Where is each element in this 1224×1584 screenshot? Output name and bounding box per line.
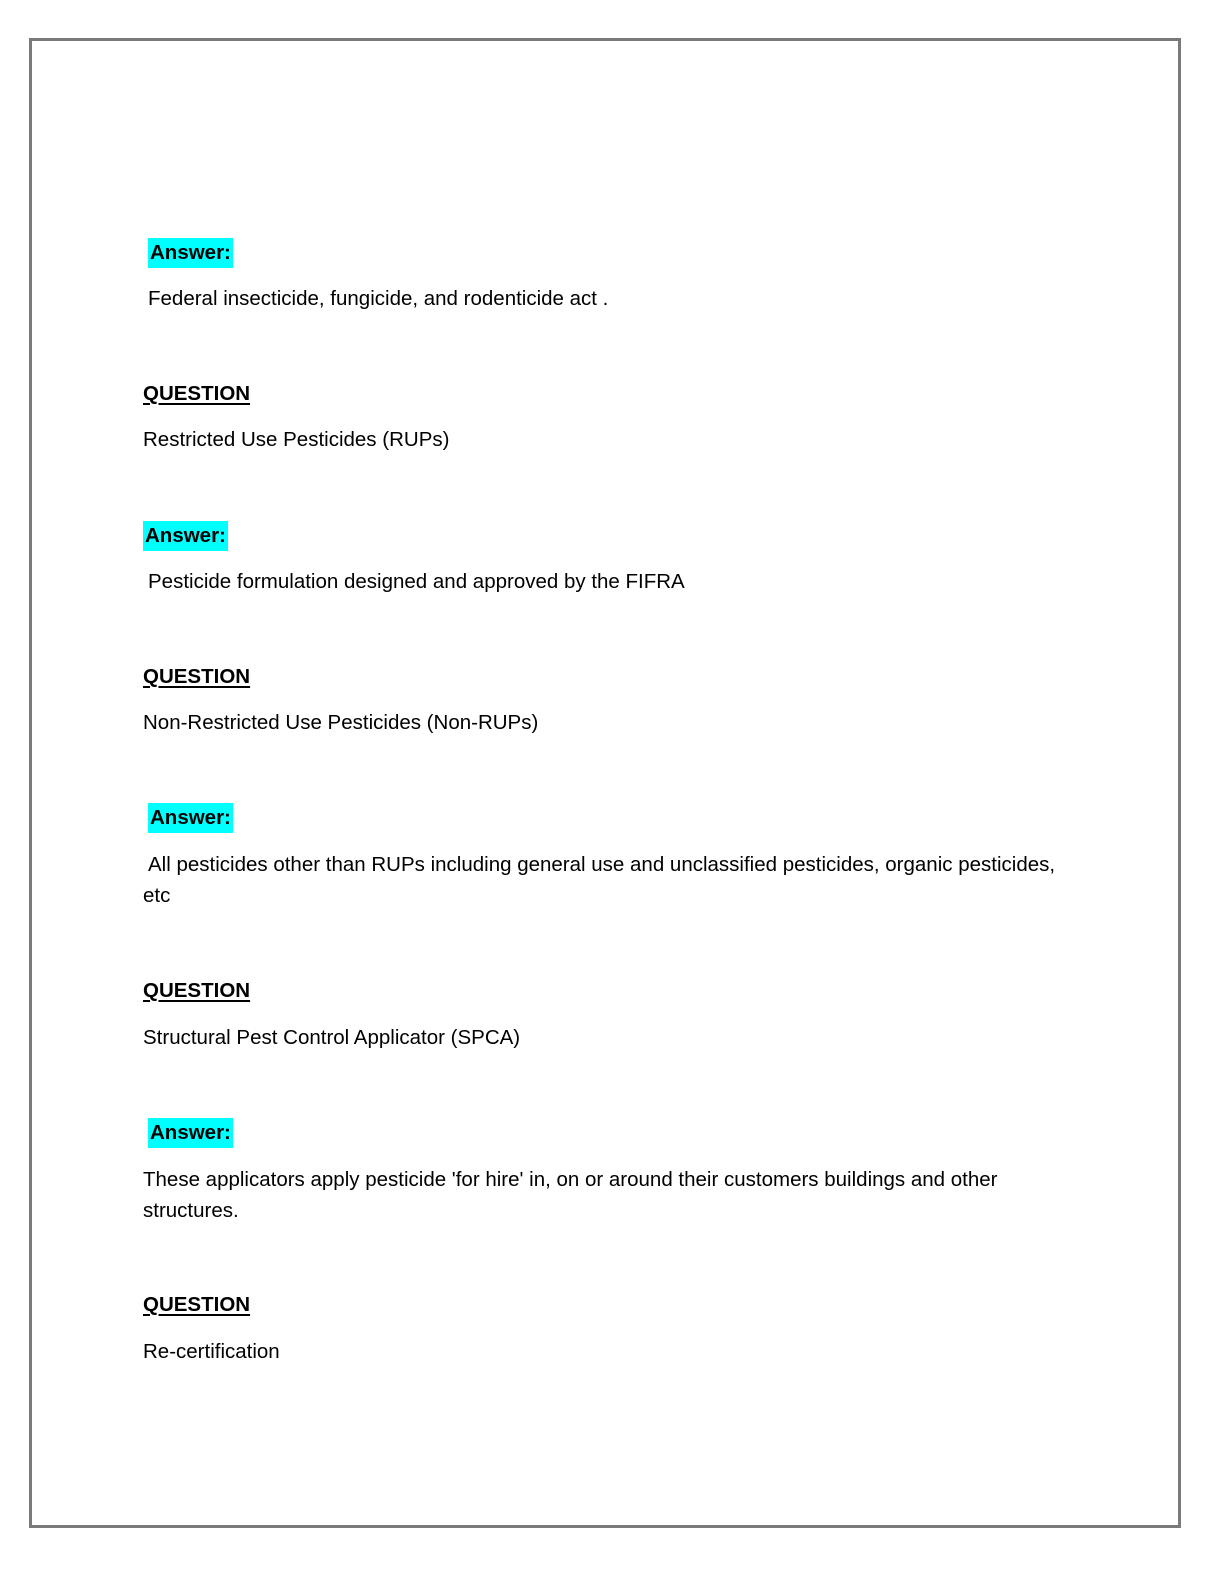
question-text-2: Non-Restricted Use Pesticides (Non-RUPs) — [143, 711, 539, 734]
answer-label-3 — [143, 802, 1088, 833]
question-label: QUESTION — [143, 382, 251, 405]
answer-label: Answer: — [148, 238, 233, 268]
question-text-4: Re-certification — [143, 1340, 280, 1363]
question-label-3 — [143, 975, 1083, 1006]
answer-label: Answer: — [148, 803, 233, 833]
answer-label: Answer: — [143, 521, 228, 551]
question-label: QUESTION — [143, 1293, 251, 1316]
answer-label: Answer: — [148, 1118, 233, 1148]
question-label: QUESTION — [143, 665, 251, 688]
question-label: QUESTION — [143, 979, 251, 1002]
answer-text-1: Federal insecticide, fungicide, and rodenticide act . — [148, 287, 609, 310]
answer-label-4 — [143, 1117, 1088, 1148]
answer-text-4: These applicators apply pesticide 'for hire' in, on or around their customers buildings and other structures. — [143, 1168, 998, 1222]
answer-text-3: All pesticides other than RUPs including general use and unclassified pesticides, organic pesticides, etc — [143, 853, 1056, 907]
answer-label-2 — [143, 520, 1083, 551]
answer-text-2: Pesticide formulation designed and approved by the FIFRA — [148, 570, 685, 593]
question-label-2 — [143, 661, 1083, 692]
question-label-4 — [143, 1289, 1083, 1320]
question-text-1: Restricted Use Pesticides (RUPs) — [143, 428, 450, 451]
question-label-1 — [143, 378, 1083, 409]
answer-label-1 — [143, 237, 1088, 268]
question-text-3: Structural Pest Control Applicator (SPCA) — [143, 1026, 521, 1049]
